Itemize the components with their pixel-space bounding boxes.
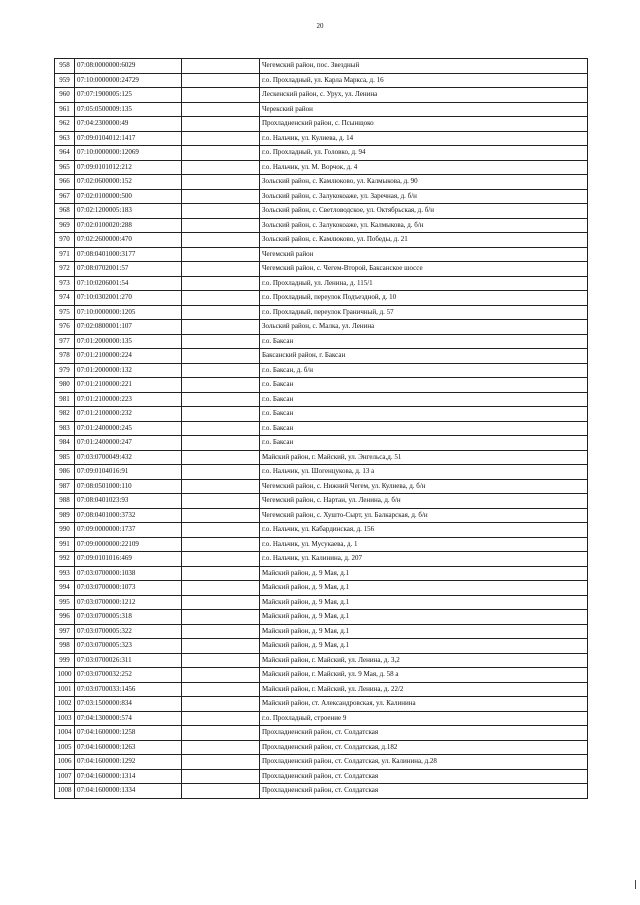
- address: г.о. Нальчик, ул. Кабардинская, д. 156: [260, 523, 588, 538]
- cadastral-number: 07:03:0700005:318: [75, 610, 182, 625]
- address: г.о. Нальчик, ул. Калинина, д. 207: [260, 552, 588, 567]
- row-number: 1007: [55, 769, 75, 784]
- row-number: 993: [55, 566, 75, 581]
- row-number: 963: [55, 131, 75, 146]
- empty-cell: [182, 349, 260, 364]
- empty-cell: [182, 131, 260, 146]
- table-row: [55, 175, 588, 190]
- cadastral-number: 07:01:2100000:221: [75, 378, 182, 393]
- address: г.о. Баксан, д. б/н: [260, 363, 588, 378]
- address: г.о. Баксан: [260, 392, 588, 407]
- table-row: [55, 784, 588, 799]
- table-row: [55, 59, 588, 74]
- empty-cell: [182, 378, 260, 393]
- empty-cell: [182, 233, 260, 248]
- cadastral-number: 07:08:0401023:93: [75, 494, 182, 509]
- address: г.о. Прохладный, ул. Головко, д. 94: [260, 146, 588, 161]
- table-row: [55, 465, 588, 480]
- cadastral-number: 07:08:0401000:3177: [75, 247, 182, 262]
- row-number: 996: [55, 610, 75, 625]
- cadastral-number: 07:09:0101016:469: [75, 552, 182, 567]
- cadastral-number: 07:01:2000000:135: [75, 334, 182, 349]
- table-row: [55, 131, 588, 146]
- table-row: [55, 73, 588, 88]
- row-number: 989: [55, 508, 75, 523]
- address: Прохладненский район, с. Псынщоко: [260, 117, 588, 132]
- empty-cell: [182, 494, 260, 509]
- cadastral-number: 07:04:1600000:1334: [75, 784, 182, 799]
- row-number: 1000: [55, 668, 75, 683]
- empty-cell: [182, 639, 260, 654]
- empty-cell: [182, 566, 260, 581]
- table-row: [55, 378, 588, 393]
- address: г.о. Нальчик, ул. Мусукаева, д. 1: [260, 537, 588, 552]
- row-number: 985: [55, 450, 75, 465]
- table-row: [55, 421, 588, 436]
- empty-cell: [182, 668, 260, 683]
- table-row: [55, 450, 588, 465]
- table-row: [55, 218, 588, 233]
- address: Прохладненский район, ст. Солдатская, ул. Калинина, д.28: [260, 755, 588, 770]
- cadastral-number: 07:09:0104016:91: [75, 465, 182, 480]
- scan-edge-mark: [635, 880, 636, 889]
- table-row: [55, 117, 588, 132]
- empty-cell: [182, 682, 260, 697]
- row-number: 999: [55, 653, 75, 668]
- address: г.о. Прохладный, ул. Карла Маркса, д. 16: [260, 73, 588, 88]
- table-row: [55, 639, 588, 654]
- empty-cell: [182, 595, 260, 610]
- address: Чегемский район, с. Хушто-Сырт, ул. Балкарская, д. б/н: [260, 508, 588, 523]
- row-number: 961: [55, 102, 75, 117]
- row-number: 959: [55, 73, 75, 88]
- cadastral-number: 07:03:0700033:1456: [75, 682, 182, 697]
- empty-cell: [182, 363, 260, 378]
- empty-cell: [182, 88, 260, 103]
- row-number: 998: [55, 639, 75, 654]
- table-row: [55, 479, 588, 494]
- cadastral-number: 07:10:0000000:24729: [75, 73, 182, 88]
- cadastral-number: 07:02:0600000:152: [75, 175, 182, 190]
- address: Майский район, г. Майский, ул. 9 Мая, д. 58 а: [260, 668, 588, 683]
- row-number: 962: [55, 117, 75, 132]
- table-row: [55, 160, 588, 175]
- address: Лескенский район, с. Урух, ул. Ленина: [260, 88, 588, 103]
- row-number: 990: [55, 523, 75, 538]
- row-number: 972: [55, 262, 75, 277]
- row-number: 967: [55, 189, 75, 204]
- table-row: [55, 146, 588, 161]
- cadastral-number: 07:03:0700049:432: [75, 450, 182, 465]
- table-row: [55, 581, 588, 596]
- address: Прохладненский район, ст. Солдатская, д.182: [260, 740, 588, 755]
- empty-cell: [182, 59, 260, 74]
- empty-cell: [182, 320, 260, 335]
- cadastral-number: 07:10:0000000:12069: [75, 146, 182, 161]
- empty-cell: [182, 262, 260, 277]
- cadastral-number: 07:03:0700032:252: [75, 668, 182, 683]
- address: г.о. Баксан: [260, 378, 588, 393]
- cadastral-number: 07:08:0000000:6029: [75, 59, 182, 74]
- empty-cell: [182, 610, 260, 625]
- address: Прохладненский район, ст. Солдатская: [260, 726, 588, 741]
- table-row: [55, 334, 588, 349]
- empty-cell: [182, 291, 260, 306]
- cadastral-number: 07:02:0800001:107: [75, 320, 182, 335]
- table-row: [55, 653, 588, 668]
- row-number: 986: [55, 465, 75, 480]
- empty-cell: [182, 334, 260, 349]
- row-number: 1003: [55, 711, 75, 726]
- empty-cell: [182, 189, 260, 204]
- cadastral-number: 07:07:1900005:125: [75, 88, 182, 103]
- address: г.о. Баксан: [260, 436, 588, 451]
- row-number: 1006: [55, 755, 75, 770]
- cadastral-number: 07:08:0501000:110: [75, 479, 182, 494]
- address: г.о. Прохладный, строение 9: [260, 711, 588, 726]
- empty-cell: [182, 305, 260, 320]
- table-row: [55, 88, 588, 103]
- address: Чегемский район, с. Чегем-Второй, Баксанское шоссе: [260, 262, 588, 277]
- empty-cell: [182, 73, 260, 88]
- table-row: [55, 392, 588, 407]
- address: Чегемский район, с. Нижний Чегем, ул. Кулиева, д. б/н: [260, 479, 588, 494]
- empty-cell: [182, 784, 260, 799]
- row-number: 977: [55, 334, 75, 349]
- address: Зольский район, с. Малка, ул. Ленина: [260, 320, 588, 335]
- table-body: [55, 59, 588, 799]
- row-number: 973: [55, 276, 75, 291]
- row-number: 981: [55, 392, 75, 407]
- empty-cell: [182, 247, 260, 262]
- table-row: [55, 305, 588, 320]
- row-number: 1004: [55, 726, 75, 741]
- empty-cell: [182, 479, 260, 494]
- cadastral-number: 07:01:2100000:224: [75, 349, 182, 364]
- empty-cell: [182, 711, 260, 726]
- address: г.о. Прохладный, переулок Подъездной, д. 10: [260, 291, 588, 306]
- empty-cell: [182, 276, 260, 291]
- address: Прохладненский район, ст. Солдатская: [260, 769, 588, 784]
- cadastral-number: 07:01:2400000:247: [75, 436, 182, 451]
- address: Майский район, д. 9 Мая, д.1: [260, 566, 588, 581]
- empty-cell: [182, 436, 260, 451]
- empty-cell: [182, 537, 260, 552]
- table-row: [55, 523, 588, 538]
- empty-cell: [182, 204, 260, 219]
- cadastral-number: 07:04:1300000:574: [75, 711, 182, 726]
- address: г.о. Прохладный, переулок Граничный, д. 57: [260, 305, 588, 320]
- empty-cell: [182, 392, 260, 407]
- row-number: 991: [55, 537, 75, 552]
- cadastral-number: 07:01:2100000:223: [75, 392, 182, 407]
- row-number: 975: [55, 305, 75, 320]
- address: г.о. Нальчик, ул. Кулиева, д. 14: [260, 131, 588, 146]
- address: Зольский район, с. Залукокоаже, ул. Заречная, д. б/н: [260, 189, 588, 204]
- empty-cell: [182, 552, 260, 567]
- row-number: 970: [55, 233, 75, 248]
- row-number: 987: [55, 479, 75, 494]
- cadastral-number: 07:01:2000000:132: [75, 363, 182, 378]
- empty-cell: [182, 117, 260, 132]
- row-number: 976: [55, 320, 75, 335]
- address: г.о. Баксан: [260, 421, 588, 436]
- row-number: 980: [55, 378, 75, 393]
- address: г.о. Прохладный, ул. Ленина, д. 115/1: [260, 276, 588, 291]
- address: Майский район, г. Майский, ул. Ленина, д. 22/2: [260, 682, 588, 697]
- empty-cell: [182, 218, 260, 233]
- cadastral-number: 07:02:2600000:470: [75, 233, 182, 248]
- table-row: [55, 407, 588, 422]
- row-number: 971: [55, 247, 75, 262]
- address: Зольский район, с. Камлюково, ул. Калмыкова, д. 90: [260, 175, 588, 190]
- empty-cell: [182, 697, 260, 712]
- empty-cell: [182, 755, 260, 770]
- empty-cell: [182, 653, 260, 668]
- address: Майский район, г. Майский, ул. Энгельса,д. 51: [260, 450, 588, 465]
- empty-cell: [182, 726, 260, 741]
- row-number: 982: [55, 407, 75, 422]
- cadastral-number: 07:04:2300000:49: [75, 117, 182, 132]
- cadastral-number: 07:08:0702001:57: [75, 262, 182, 277]
- table-row: [55, 189, 588, 204]
- empty-cell: [182, 581, 260, 596]
- row-number: 1001: [55, 682, 75, 697]
- empty-cell: [182, 740, 260, 755]
- table-row: [55, 726, 588, 741]
- address: Майский район, г. Майский, ул. Ленина, д. 3,2: [260, 653, 588, 668]
- empty-cell: [182, 421, 260, 436]
- table-row: [55, 247, 588, 262]
- row-number: 969: [55, 218, 75, 233]
- cadastral-number: 07:04:1600000:1292: [75, 755, 182, 770]
- table-row: [55, 566, 588, 581]
- row-number: 964: [55, 146, 75, 161]
- table-row: [55, 349, 588, 364]
- address: Майский район, д. 9 Мая, д.1: [260, 639, 588, 654]
- cadastral-number: 07:03:0700000:1073: [75, 581, 182, 596]
- table-row: [55, 436, 588, 451]
- empty-cell: [182, 450, 260, 465]
- empty-cell: [182, 102, 260, 117]
- cadastral-number: 07:10:0206001:54: [75, 276, 182, 291]
- table-row: [55, 552, 588, 567]
- cadastral-number: 07:10:0302001:270: [75, 291, 182, 306]
- row-number: 997: [55, 624, 75, 639]
- cadastral-number: 07:10:0000000:1205: [75, 305, 182, 320]
- address: г.о. Нальчик, ул. Шогенцукова, д. 13 а: [260, 465, 588, 480]
- row-number: 1008: [55, 784, 75, 799]
- row-number: 965: [55, 160, 75, 175]
- address: Чегемский район, с. Нартан, ул. Ленина, д. б/н: [260, 494, 588, 509]
- cadastral-number: 07:03:1500000:834: [75, 697, 182, 712]
- row-number: 994: [55, 581, 75, 596]
- cadastral-number: 07:08:0401000:3732: [75, 508, 182, 523]
- table-row: [55, 610, 588, 625]
- table-row: [55, 276, 588, 291]
- table-row: [55, 595, 588, 610]
- row-number: 983: [55, 421, 75, 436]
- cadastral-number: 07:02:0100000:500: [75, 189, 182, 204]
- address: Зольский район, с. Залукокоаже, ул. Калмыкова, д. б/н: [260, 218, 588, 233]
- row-number: 978: [55, 349, 75, 364]
- table-row: [55, 102, 588, 117]
- cadastral-number: 07:04:1600000:1258: [75, 726, 182, 741]
- address: Чегемский район, пос. Звездный: [260, 59, 588, 74]
- table-row: [55, 769, 588, 784]
- address: Черекский район: [260, 102, 588, 117]
- row-number: 974: [55, 291, 75, 306]
- cadastral-number: 07:03:0700005:322: [75, 624, 182, 639]
- table-row: [55, 320, 588, 335]
- row-number: 1005: [55, 740, 75, 755]
- row-number: 960: [55, 88, 75, 103]
- address: Майский район, д. 9 Мая, д.1: [260, 624, 588, 639]
- table-row: [55, 740, 588, 755]
- empty-cell: [182, 508, 260, 523]
- table-row: [55, 668, 588, 683]
- cadastral-number: 07:02:1200005:183: [75, 204, 182, 219]
- address: Зольский район, с. Камлюково, ул. Победы, д. 21: [260, 233, 588, 248]
- cadastral-number: 07:04:1600000:1314: [75, 769, 182, 784]
- empty-cell: [182, 523, 260, 538]
- cadastral-number: 07:09:0104012:1417: [75, 131, 182, 146]
- address: Чегемский район: [260, 247, 588, 262]
- page-number: 20: [316, 22, 324, 30]
- empty-cell: [182, 175, 260, 190]
- table-row: [55, 204, 588, 219]
- empty-cell: [182, 769, 260, 784]
- empty-cell: [182, 407, 260, 422]
- cadastral-number: 07:09:0000000:1737: [75, 523, 182, 538]
- table-row: [55, 233, 588, 248]
- row-number: 979: [55, 363, 75, 378]
- cadastral-number: 07:09:0000000:22109: [75, 537, 182, 552]
- table-row: [55, 508, 588, 523]
- cadastral-number: 07:01:2100000:232: [75, 407, 182, 422]
- cadastral-number: 07:02:0100020:288: [75, 218, 182, 233]
- address: Баксанский район, г. Баксан: [260, 349, 588, 364]
- table-row: [55, 291, 588, 306]
- address: Майский район, ст. Александровская, ул. Калинина: [260, 697, 588, 712]
- address: г.о. Баксан: [260, 407, 588, 422]
- cadastral-number: 07:03:0700026:311: [75, 653, 182, 668]
- cadastral-number: 07:01:2400000:245: [75, 421, 182, 436]
- empty-cell: [182, 624, 260, 639]
- address: Майский район, д. 9 Мая, д.1: [260, 595, 588, 610]
- empty-cell: [182, 146, 260, 161]
- row-number: 966: [55, 175, 75, 190]
- row-number: 968: [55, 204, 75, 219]
- row-number: 992: [55, 552, 75, 567]
- cadastral-number: 07:03:0700000:1038: [75, 566, 182, 581]
- cadastral-number: 07:03:0700005:323: [75, 639, 182, 654]
- row-number: 984: [55, 436, 75, 451]
- row-number: 995: [55, 595, 75, 610]
- row-number: 988: [55, 494, 75, 509]
- table-row: [55, 262, 588, 277]
- row-number: 1002: [55, 697, 75, 712]
- cadastral-number: 07:09:0101012:212: [75, 160, 182, 175]
- address: г.о. Нальчик, ул. М. Ворчок, д. 4: [260, 160, 588, 175]
- address: г.о. Баксан: [260, 334, 588, 349]
- address: Майский район, д. 9 Мая, д.1: [260, 610, 588, 625]
- table-row: [55, 682, 588, 697]
- empty-cell: [182, 160, 260, 175]
- cadastral-number: 07:05:0500009:135: [75, 102, 182, 117]
- property-table: [54, 58, 579, 799]
- table-row: [55, 711, 588, 726]
- table-row: [55, 624, 588, 639]
- table-row: [55, 755, 588, 770]
- cadastral-number: 07:04:1600000:1263: [75, 740, 182, 755]
- address: Майский район, д. 9 Мая, д.1: [260, 581, 588, 596]
- table-row: [55, 363, 588, 378]
- table-row: [55, 494, 588, 509]
- address: Зольский район, с. Светловодское, ул. Октябрьская, д. б/н: [260, 204, 588, 219]
- table-row: [55, 697, 588, 712]
- cadastral-number: 07:03:0700000:1212: [75, 595, 182, 610]
- empty-cell: [182, 465, 260, 480]
- table-row: [55, 537, 588, 552]
- address: Прохладненский район, ст. Солдатская: [260, 784, 588, 799]
- row-number: 958: [55, 59, 75, 74]
